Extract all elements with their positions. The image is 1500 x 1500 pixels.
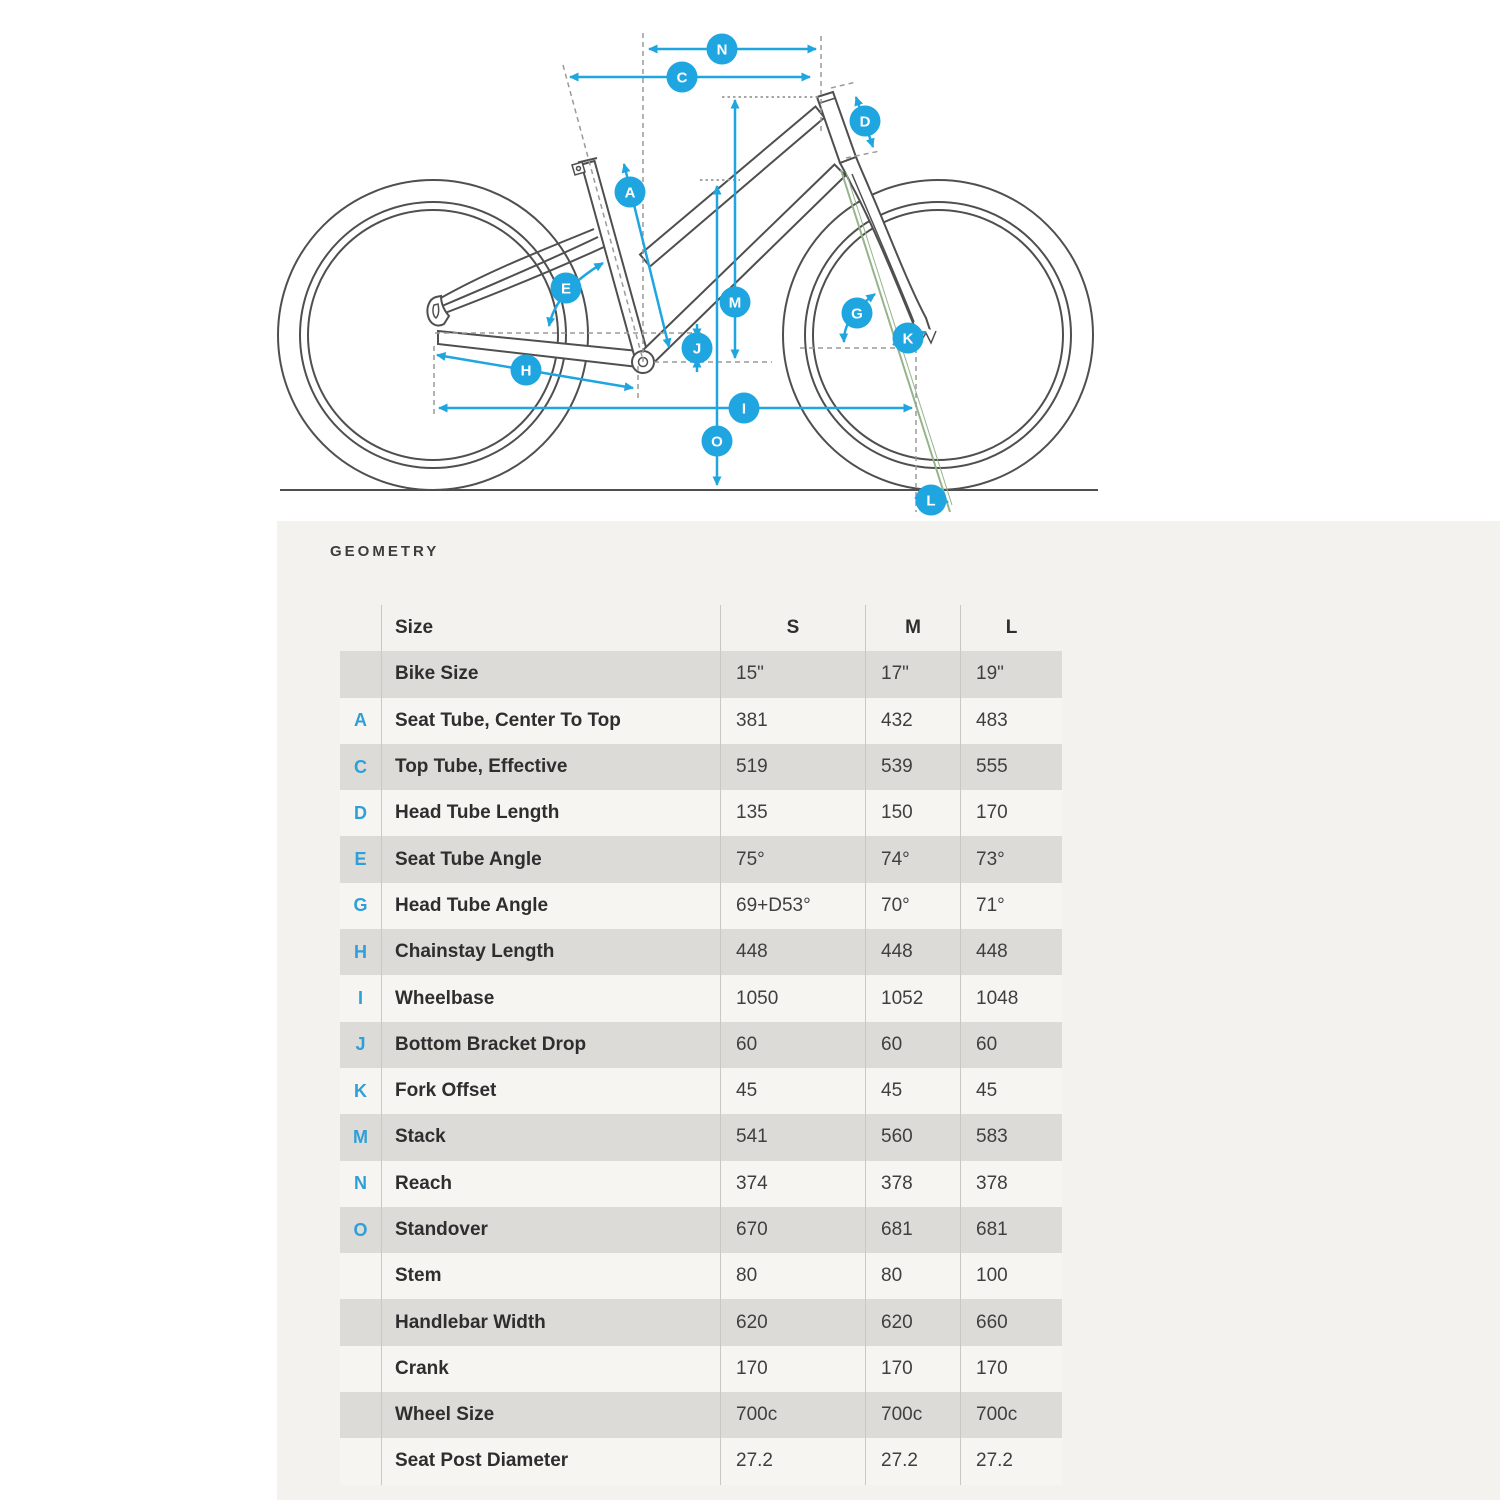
row-value: 74° (865, 836, 960, 882)
row-value: 27.2 (865, 1438, 960, 1484)
row-label: Bottom Bracket Drop (381, 1022, 720, 1068)
row-value: 19" (960, 651, 1062, 697)
table-header-row (340, 605, 1062, 651)
table-row (340, 790, 1062, 836)
row-label: Seat Post Diameter (381, 1438, 720, 1484)
row-letter (340, 1346, 381, 1392)
row-value: 1050 (720, 975, 865, 1021)
row-label: Bike Size (381, 651, 720, 697)
row-label: Wheelbase (381, 975, 720, 1021)
row-letter: O (353, 1219, 368, 1240)
bike-geometry-diagram (0, 0, 1500, 520)
bike-diagram-svg (0, 0, 1500, 520)
row-label: Stem (381, 1253, 720, 1299)
row-value: 45 (865, 1068, 960, 1114)
row-value: 448 (720, 929, 865, 975)
row-value: 378 (960, 1161, 1062, 1207)
row-label: Seat Tube Angle (381, 836, 720, 882)
row-value: 1048 (960, 975, 1062, 1021)
row-label: Chainstay Length (381, 929, 720, 975)
row-value: 45 (720, 1068, 865, 1114)
row-label: Handlebar Width (381, 1299, 720, 1345)
row-letter: I (357, 988, 363, 1009)
row-letter: G (353, 895, 368, 916)
row-value: 378 (865, 1161, 960, 1207)
table-row (340, 1392, 1062, 1438)
row-label: Fork Offset (381, 1068, 720, 1114)
row-letter (340, 1299, 381, 1345)
row-letter (340, 1438, 381, 1484)
row-value: 432 (865, 698, 960, 744)
table-row (340, 1161, 1062, 1207)
row-value: 170 (960, 1346, 1062, 1392)
row-label: Head Tube Angle (381, 883, 720, 929)
row-value: 71° (960, 883, 1062, 929)
row-letter: A (354, 710, 367, 731)
row-label: Reach (381, 1161, 720, 1207)
row-value: 60 (960, 1022, 1062, 1068)
row-letter (340, 651, 381, 697)
row-value: 100 (960, 1253, 1062, 1299)
row-value: 80 (720, 1253, 865, 1299)
row-letter (340, 1392, 381, 1438)
row-value: 45 (960, 1068, 1062, 1114)
row-value: 170 (720, 1346, 865, 1392)
row-value: 555 (960, 744, 1062, 790)
row-value: 70° (865, 883, 960, 929)
row-value: 73° (960, 836, 1062, 882)
header-letter-spacer (340, 605, 381, 651)
row-label: Top Tube, Effective (381, 744, 720, 790)
row-label: Seat Tube, Center To Top (381, 698, 720, 744)
dim-label-letter: G (851, 305, 863, 323)
header-l: L (960, 605, 1062, 651)
row-value: 27.2 (960, 1438, 1062, 1484)
row-letter: E (354, 849, 367, 870)
table-row (340, 1114, 1062, 1160)
row-value: 15" (720, 651, 865, 697)
row-value: 681 (960, 1207, 1062, 1253)
row-label: Crank (381, 1346, 720, 1392)
table-row (340, 1253, 1062, 1299)
row-value: 69+D53° (720, 883, 865, 929)
dim-label-letter: O (711, 433, 723, 451)
table-row (340, 1438, 1062, 1484)
row-value: 541 (720, 1114, 865, 1160)
row-letter: D (354, 802, 367, 823)
table-row (340, 1346, 1062, 1392)
row-label: Standover (381, 1207, 720, 1253)
table-row (340, 1207, 1062, 1253)
row-value: 583 (960, 1114, 1062, 1160)
row-value: 60 (720, 1022, 865, 1068)
row-letter: K (354, 1080, 367, 1101)
row-value: 448 (865, 929, 960, 975)
dim-label-letter: A (624, 184, 636, 202)
row-value: 170 (865, 1346, 960, 1392)
dim-label-letter: E (560, 280, 572, 298)
row-value: 519 (720, 744, 865, 790)
row-value: 560 (865, 1114, 960, 1160)
row-value: 620 (865, 1299, 960, 1345)
row-letter: J (355, 1034, 366, 1055)
dim-label-letter: D (859, 113, 871, 131)
geometry-table (340, 605, 1062, 1485)
row-letter: N (354, 1173, 367, 1194)
table-row (340, 929, 1062, 975)
row-value: 700c (960, 1392, 1062, 1438)
row-value: 700c (865, 1392, 960, 1438)
row-value: 1052 (865, 975, 960, 1021)
row-value: 700c (720, 1392, 865, 1438)
row-value: 80 (865, 1253, 960, 1299)
row-value: 374 (720, 1161, 865, 1207)
row-value: 75° (720, 836, 865, 882)
table-row (340, 698, 1062, 744)
row-letter: H (354, 941, 367, 962)
header-m: M (865, 605, 960, 651)
dim-label-letter: H (520, 362, 532, 380)
table-row (340, 883, 1062, 929)
row-value: 448 (960, 929, 1062, 975)
table-row (340, 744, 1062, 790)
row-label: Wheel Size (381, 1392, 720, 1438)
row-letter: C (354, 756, 367, 777)
row-value: 135 (720, 790, 865, 836)
table-row (340, 651, 1062, 697)
row-value: 620 (720, 1299, 865, 1345)
row-value: 681 (865, 1207, 960, 1253)
table-row (340, 1068, 1062, 1114)
dim-label-letter: L (926, 492, 936, 510)
table-row (340, 1299, 1062, 1345)
row-value: 381 (720, 698, 865, 744)
dim-label-letter: K (902, 330, 914, 348)
row-value: 170 (960, 790, 1062, 836)
row-label: Head Tube Length (381, 790, 720, 836)
table-row (340, 1022, 1062, 1068)
row-label: Stack (381, 1114, 720, 1160)
header-size: Size (381, 605, 720, 651)
row-value: 660 (960, 1299, 1062, 1345)
row-value: 17" (865, 651, 960, 697)
table-row (340, 975, 1062, 1021)
row-value: 60 (865, 1022, 960, 1068)
row-letter (340, 1253, 381, 1299)
row-value: 150 (865, 790, 960, 836)
dim-label-letter: N (716, 41, 728, 59)
page-title: GEOMETRY (330, 543, 440, 560)
dim-label-letter: J (692, 340, 702, 358)
row-value: 27.2 (720, 1438, 865, 1484)
row-value: 483 (960, 698, 1062, 744)
dim-label-letter: M (728, 294, 742, 312)
row-letter: M (353, 1126, 368, 1147)
header-s: S (720, 605, 865, 651)
table-row (340, 836, 1062, 882)
dim-label-letter: I (741, 400, 747, 418)
row-value: 539 (865, 744, 960, 790)
dim-label-letter: C (676, 69, 688, 87)
row-value: 670 (720, 1207, 865, 1253)
